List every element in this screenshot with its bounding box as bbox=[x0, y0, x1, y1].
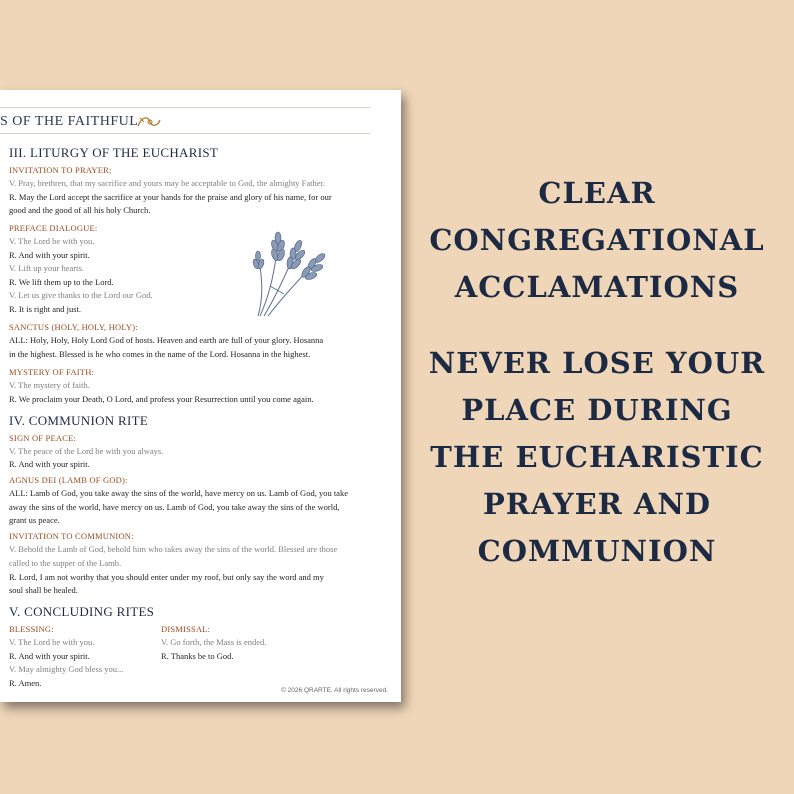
fleur-ornament-icon bbox=[136, 114, 162, 130]
promo-line: COMMUNION bbox=[477, 534, 717, 568]
line-blessing-1: V. The Lord be with you. bbox=[9, 637, 95, 647]
line-sanctus-2: in the highest. Blessed is he who comes in the name of the Lord. Hosanna in the highest. bbox=[9, 349, 311, 359]
line-sanctus-1: ALL: Holy, Holy, Holy Lord God of hosts. Heaven and earth are full of your glory. Hosanna bbox=[9, 335, 324, 345]
line-dismissal-1: V. Go forth, the Mass is ended. bbox=[161, 637, 267, 647]
label-dismissal: DISMISSAL: bbox=[161, 624, 211, 634]
promo-line: CLEAR bbox=[538, 176, 656, 210]
wheat-sheaf-icon bbox=[250, 224, 330, 319]
label-agnus-dei: AGNUS DEI (LAMB OF GOD): bbox=[9, 475, 128, 485]
line-invc-v2: called to the supper of the Lamb. bbox=[9, 558, 122, 568]
label-blessing: BLESSING: bbox=[9, 624, 54, 634]
header-rule-bottom bbox=[0, 133, 370, 134]
label-preface-dialogue: PREFACE DIALOGUE: bbox=[9, 223, 98, 233]
line-mystery-v: V. The mystery of faith. bbox=[9, 380, 90, 390]
line-inv-r1: R. May the Lord accept the sacrifice at your hands for the praise and glory of his name, for our bbox=[9, 192, 332, 202]
line-invc-v1: V. Behold the Lamb of God, behold him who takes away the sins of the world. Blessed are those bbox=[9, 544, 338, 554]
promo-heading-never-lose bbox=[400, 340, 794, 575]
line-blessing-2: R. And with your spirit. bbox=[9, 651, 90, 661]
line-invc-r2: soul shall be healed. bbox=[9, 585, 78, 595]
line-agnus-2: away the sins of the world, have mercy on us. Lamb of God, you take away the sins of the world, bbox=[9, 502, 340, 512]
section-title-communion: IV. COMMUNION RITE bbox=[9, 413, 149, 428]
line-pref-3: V. Lift up your hearts. bbox=[9, 263, 84, 273]
line-pref-2: R. And with your spirit. bbox=[9, 250, 90, 260]
line-peace-v: V. The peace of the Lord be with you always. bbox=[9, 446, 164, 456]
line-pref-1: V. The Lord be with you. bbox=[9, 236, 95, 246]
promo-heading-clear bbox=[400, 170, 794, 311]
line-inv-r2: good and the good of all his holy Church. bbox=[9, 205, 151, 215]
line-pref-5: V. Let us give thanks to the Lord our God. bbox=[9, 290, 153, 300]
line-pref-4: R. We lift them up to the Lord. bbox=[9, 277, 114, 287]
label-invitation-to-prayer: INVITATION TO PRAYER: bbox=[9, 165, 112, 175]
line-invc-r1: R. Lord, I am not worthy that you should enter under my roof, but only say the word and my bbox=[9, 572, 324, 582]
section-title-concluding: V. CONCLUDING RITES bbox=[9, 604, 155, 619]
line-dismissal-2: R. Thanks be to God. bbox=[161, 651, 234, 661]
line-agnus-3: grant us peace. bbox=[9, 515, 60, 525]
promo-line: ACCLAMATIONS bbox=[454, 270, 740, 304]
label-sanctus: SANCTUS (HOLY, HOLY, HOLY): bbox=[9, 322, 138, 332]
label-invitation-to-communion: INVITATION TO COMMUNION: bbox=[9, 531, 134, 541]
line-pref-6: R. It is right and just. bbox=[9, 304, 82, 314]
line-agnus-1: ALL: Lamb of God, you take away the sins of the world, have mercy on us. Lamb of God, you take bbox=[9, 488, 348, 498]
liturgy-sheet bbox=[0, 90, 401, 702]
promo-line: CONGREGATIONAL bbox=[429, 223, 765, 257]
promo-line: PRAYER AND bbox=[482, 487, 712, 521]
header-rule-top bbox=[0, 107, 370, 108]
promo-line: THE EUCHARISTIC bbox=[430, 440, 764, 474]
promo-line: NEVER LOSE YOUR bbox=[428, 346, 766, 380]
line-blessing-3: V. May almighty God bless you... bbox=[9, 664, 124, 674]
copyright-notice: © 2026 QRARTE. All rights reserved. bbox=[281, 687, 388, 694]
line-peace-r: R. And with your spirit. bbox=[9, 459, 90, 469]
line-inv-v: V. Pray, brethren, that my sacrifice and yours may be acceptable to God, the almighty Father. bbox=[9, 178, 326, 188]
line-blessing-4: R. Amen. bbox=[9, 678, 42, 688]
header-title: S OF THE FAITHFUL bbox=[0, 114, 139, 129]
section-title-eucharist: III. LITURGY OF THE EUCHARIST bbox=[9, 145, 219, 160]
label-mystery-of-faith: MYSTERY OF FAITH: bbox=[9, 367, 95, 377]
line-mystery-r: R. We proclaim your Death, O Lord, and profess your Resurrection until you come again. bbox=[9, 394, 314, 404]
label-sign-of-peace: SIGN OF PEACE: bbox=[9, 433, 77, 443]
promo-line: PLACE DURING bbox=[461, 393, 733, 427]
